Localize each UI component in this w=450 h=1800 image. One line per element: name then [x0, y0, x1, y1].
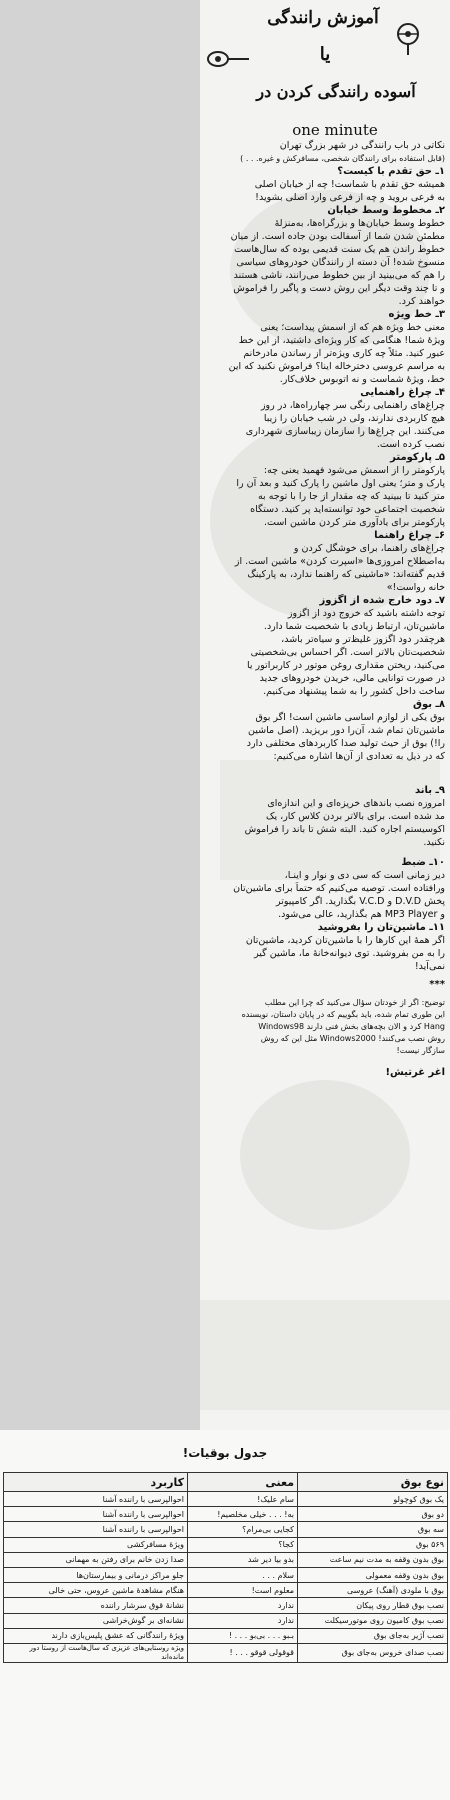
article-line: خط، ویژهٔ شماست و نه اتوبوس خلاف‌کار.	[279, 374, 445, 385]
horn-type-cell: نصب صدای خروس به‌جای بوق	[298, 1643, 448, 1662]
article-line: و MP3 Player هم بگذارید، عالی می‌شود.	[278, 909, 445, 920]
meaning-cell: ندارد	[188, 1598, 298, 1613]
article-line: متر کنید تا ببینید که چه مقدار از جا را با توجه به	[257, 491, 445, 502]
article-line: خواهند کرد.	[398, 296, 445, 307]
article-line: توضیح: اگر از خودتان سؤال می‌کنید که چرا این مطلب	[264, 998, 445, 1007]
table-row	[4, 1567, 448, 1582]
page-title-line1: آموزش رانندگی	[267, 8, 379, 28]
meaning-cell: ندارد	[188, 1613, 298, 1628]
article-line: نکاتی در باب رانندگی در شهر بزرگ تهران	[279, 140, 445, 151]
usage-cell: احوالپرسی با راننده آشنا	[4, 1492, 188, 1507]
usage-cell: نشانهٔ قوق سرشار راننده	[4, 1598, 188, 1613]
article-line: توجه داشته باشید که خروج دود از اگزوز	[287, 608, 445, 619]
horn-type-cell: نصب بوق قطار روی پیکان	[298, 1598, 448, 1613]
section-heading: ۲ـ مخطوط وسط خیابان	[327, 205, 445, 216]
article-line: را به من بفروشید. توی دیوانه‌خانهٔ ما، ماشین گیر	[254, 948, 445, 959]
usage-cell: جلو مراکز درمانی و بیمارستان‌ها	[4, 1567, 188, 1582]
article-line: بوق یکی از لوازم اساسی ماشین است! اگر بوق	[255, 712, 445, 723]
meaning-cell: بدو بیا دیر شد	[188, 1552, 298, 1567]
page-subtitle: one minute	[292, 121, 378, 139]
section-heading: اغر غرتیش!	[385, 1067, 445, 1078]
article-line: و تا چند وقت دیگر این روش دست و پاگیر را فراموش	[233, 283, 445, 294]
table-row	[4, 1537, 448, 1552]
table-row	[4, 1628, 448, 1643]
section-heading: ۹ـ باند	[414, 785, 445, 796]
table-row	[4, 1522, 448, 1537]
article-line: هیچ کاربردی ندارند، ولی در شب خیابان را زیبا	[263, 413, 445, 424]
article-line: ویژهٔ شما! هنگامی که کار ویژه‌ای داشتید، از این خط	[238, 335, 445, 346]
meaning-cell: کجا؟	[188, 1537, 298, 1552]
article-line: را!) بوق از حیث تولید صدا کاربردهای مختلفی دارد	[246, 738, 445, 749]
article-line: پخش D.V.D و V.C.D بگذارید. اگر کامپیوتر	[275, 896, 445, 907]
article-line: روش نصب می‌کنند! Windows2000 مثل این که روش	[260, 1034, 445, 1043]
section-heading: ۸ـ بوق	[413, 699, 445, 710]
horn-type-cell: دو بوق	[298, 1507, 448, 1522]
table-row	[4, 1492, 448, 1507]
column-header: معنی	[188, 1473, 298, 1492]
article-line: ورافتاده است. توصیه می‌کنیم که حتماً برای ماشین‌تان	[233, 883, 445, 894]
article-line: اکوسیستم اجاره کنید. البته شش تا باند را فراموش	[244, 824, 445, 835]
meaning-cell: سام علیک!	[188, 1492, 298, 1507]
article-line: خطوط راندن هم یک سنت قدیمی بوده که سال‌هاست	[234, 244, 445, 255]
article-line: ماشین‌تان تمام شد، آن‌را دور بریزید. (اصل ماشین	[248, 725, 445, 736]
horn-type-cell: یک بوق کوچولو	[298, 1492, 448, 1507]
article-line: این طوری تمام شده، باید بگوییم که در پایان داستان، نویسنده	[241, 1010, 445, 1019]
meaning-cell: به! . . . خیلی مخلصیم!	[188, 1507, 298, 1522]
article-line: خانه رواست!»	[386, 582, 445, 593]
article-line: دیر زمانی است که سی دی و نوار و اینـا،	[284, 870, 445, 881]
article-line: همیشه حق تقدم با شماست! چه از خیابان اصلی	[254, 179, 445, 190]
article-line: Hang کرد و الان بچه‌های بخش فنی دارند Windows98	[258, 1022, 445, 1031]
horn-type-cell: سه بوق	[298, 1522, 448, 1537]
table-row	[4, 1613, 448, 1628]
article-line: چراغ‌های راهنما، برای خوشگل کردن و	[293, 543, 445, 554]
table-row	[4, 1583, 448, 1598]
column-header: نوع بوق	[298, 1473, 448, 1492]
article-line: نصب کرده است.	[376, 439, 445, 450]
article-line: شخصیت اجتماعی خود توانسته‌اید پر کنید. دستگاه	[250, 504, 445, 515]
article-line: پارکومتر را از اسمش می‌شود فهمید یعنی چه:	[263, 465, 445, 476]
horn-type-cell: نصب آژیر به‌جای بوق	[298, 1628, 448, 1643]
article-line: (قابل استفاده برای رانندگان شخصی، مسافرکش و غیره. . . )	[240, 154, 445, 163]
table-row	[4, 1643, 448, 1662]
horn-table-title: جدول بوقیات!	[182, 1446, 268, 1460]
article-line: شخصیت‌تان بالاتر است. اگر احساس بی‌شخصیتی	[250, 647, 445, 658]
article-line: سازگار نیست!	[396, 1046, 445, 1055]
article-line: مطمئن شدن شما از آسفالت بودن جاده است. از میان	[230, 231, 445, 242]
usage-cell: ویژهٔ رانندگانی که عشق پلیس‌بازی دارند	[4, 1628, 188, 1643]
page-title-line3: آسوده رانندگی کردن در	[256, 82, 416, 101]
article-line: معنی خط ویژه هم که از اسمش پیداست؛ یعنی	[260, 322, 445, 333]
article-line: امروزه نصب باندهای خریزه‌ای و این اندازه‌ای	[267, 798, 445, 809]
article-line: نکنید.	[423, 837, 445, 848]
section-heading: ۱۰ـ ضبط	[401, 857, 445, 868]
article-line: می‌کنید، ریختن مقداری روغن موتور در کاربراتور یا	[247, 660, 445, 671]
article-line: قدیم گفته‌اند: «ماشینی که راهنما ندارد، به پارکینگ	[247, 569, 445, 580]
table-row	[4, 1507, 448, 1522]
section-heading: ۶ـ چراغ راهنما	[374, 530, 445, 541]
horn-type-cell: بوق با ملودی (آهنگ) عروسی	[298, 1583, 448, 1598]
article-line: در صورت توانایی مالی، خریدن خودروهای جدید	[259, 673, 445, 684]
table-row	[4, 1552, 448, 1567]
article-line: به‌اصطلاح امروزی‌ها «اسپرت کردن» ماشین است. از	[234, 556, 445, 567]
usage-cell: ویژهٔ مسافرکشی	[4, 1537, 188, 1552]
horn-type-cell: بوق بدون وقفه معمولی	[298, 1567, 448, 1582]
meaning-cell: قوقولی قوقو . . . !	[188, 1643, 298, 1662]
section-heading: ۱ـ حق تقدم با کیست؟	[337, 166, 445, 177]
table-row	[4, 1598, 448, 1613]
section-heading: ۴ـ چراغ راهنمایی	[360, 387, 445, 398]
article-line: ساخت داخل کشور را به شما پیشنهاد می‌کنیم.	[263, 686, 445, 697]
article-line: هرچقدر دود اگزوز غلیظ‌تر و سیاه‌تر باشد،	[281, 634, 445, 645]
article-line: ماشین‌تان، ارتباط زیادی با شخصیت شما دارد.	[263, 621, 445, 632]
article-line: نمی‌آید!	[414, 961, 445, 972]
usage-cell: نشانه‌ای بر گوش‌خراشی	[4, 1613, 188, 1628]
column-header: کاربرد	[4, 1473, 188, 1492]
article-line: عبور کنید. مثلاً چه کاری ویژه‌تر از رساندن مادرخانم	[243, 348, 445, 359]
usage-cell: احوالپرسی با راننده آشنا	[4, 1507, 188, 1522]
article-line: مد شده است. برای بالاتر بردن کلاس کار، یک	[265, 811, 445, 822]
usage-cell: ویژه روستایی‌های عزیزی که سال‌هاست از روستا دور مانده‌اند	[4, 1643, 188, 1662]
meaning-cell: کجایی بی‌مرام؟	[188, 1522, 298, 1537]
article-line: پارکومتر برای یادآوری متر کردن ماشین است.	[263, 517, 445, 528]
section-heading: ۷ـ دود خارج شده از اگزوز	[319, 595, 445, 606]
usage-cell: صدا زدن خانم برای رفتن به مهمانی	[4, 1552, 188, 1567]
meaning-cell: معلوم است!	[188, 1583, 298, 1598]
horn-type-cell: ۵۶۹ بوق	[298, 1537, 448, 1552]
section-heading: ***	[429, 979, 445, 990]
section-heading: ۳ـ خط ویژه	[388, 309, 445, 320]
section-heading: ۵ـ پارکومتر	[390, 452, 445, 463]
article-line: منسوخ شده! آن دسته از رانندگان خودروهای سیاسی	[236, 257, 445, 268]
article-line: به مراسم عروسی دخترخاله اینا؟ فراموش نکنید که این	[228, 361, 445, 372]
article-line: به فرعی بروید و چه از فرعی وارد اصلی بشوید!	[255, 192, 445, 203]
article-line: خطوط وسط خیابان‌ها و بزرگراه‌ها، به‌منزلهٔ	[274, 218, 445, 229]
meaning-cell: بـبو . . . بی‌بو . . . !	[188, 1628, 298, 1643]
page-title-line2: یا	[319, 44, 331, 65]
horn-table	[3, 1472, 448, 1663]
article-line: اگر همهٔ این کارها را با ماشین‌تان کردید، ماشین‌تان	[245, 935, 445, 946]
horn-type-cell: بوق بدون وقفه به مدت نیم ساعت	[298, 1552, 448, 1567]
usage-cell: هنگام مشاهدهٔ ماشین عروس، حتی خالی	[4, 1583, 188, 1598]
article-line: می‌کنند. این چراغ‌ها را سازمان زیباسازی شهرداری	[245, 426, 445, 437]
horn-type-cell: نصب بوق کامیون روی موتورسیکلت	[298, 1613, 448, 1628]
usage-cell: احوالپرسی با راننده آشنا	[4, 1522, 188, 1537]
article-line: چراغ‌های راهنمایی رنگی سر چهارراه‌ها، در روز	[260, 400, 445, 411]
section-heading: ۱۱ـ ماشین‌تان را بفروشید	[317, 922, 445, 933]
meaning-cell: سلام . . .	[188, 1567, 298, 1582]
article-line: را هم که می‌بینید از بین خطوط می‌رانند، ناشی هستند	[233, 270, 445, 281]
article-line: پارک و متر؛ یعنی اول ماشین را پارک کنید و بعد آن را	[236, 478, 445, 489]
table-header-row	[4, 1473, 448, 1492]
article-line: که در ذیل به تعدادی از آن‌ها اشاره می‌کنیم:	[273, 751, 445, 762]
